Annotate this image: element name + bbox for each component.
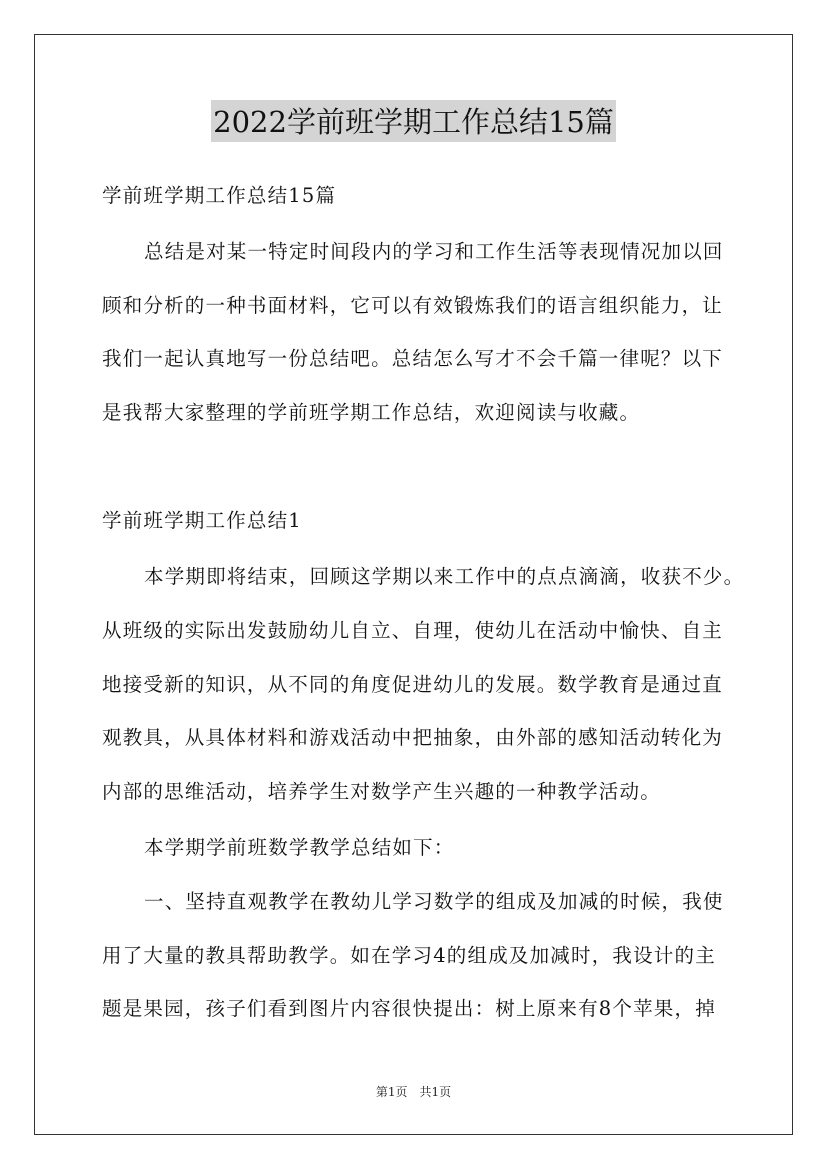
- paragraph-line: 本学期即将结束，回顾这学期以来工作中的点点滴滴，收获不少。: [144, 565, 745, 588]
- paragraph-line: 总结是对某一特定时间段内的学习和工作生活等表现情况加以回: [144, 240, 724, 263]
- paragraph-line: 内部的思维活动，培养学生对数学产生兴趣的一种教学活动。: [102, 780, 661, 803]
- paragraph-line: 本学期学前班数学教学总结如下：: [144, 836, 455, 859]
- paragraph-line: 用了大量的教具帮助教学。如在学习4的组成及加减时，我设计的主: [102, 944, 716, 967]
- document-title: 2022学前班学期工作总结15篇: [211, 100, 616, 142]
- paragraph-line: 从班级的实际出发鼓励幼儿自立、自理，使幼儿在活动中愉快、自主: [102, 619, 724, 642]
- page-footer: 第1页 共1页: [375, 1085, 452, 1099]
- paragraph-line: 题是果园，孩子们看到图片内容很快提出：树上原来有8个苹果，掉: [102, 997, 716, 1020]
- paragraph-line: 一、坚持直观教学在教幼儿学习数学的组成及加减的时候，我使: [144, 890, 724, 913]
- paragraph-line: 观教具，从具体材料和游戏活动中把抽象，由外部的感知活动转化为: [102, 726, 724, 749]
- title-container: [0, 100, 827, 142]
- paragraph-line: 顾和分析的一种书面材料，它可以有效锻炼我们的语言组织能力，让: [102, 294, 724, 317]
- paragraph-line: 我们一起认真地写一份总结吧。总结怎么写才不会千篇一律呢？以下: [102, 347, 724, 370]
- paragraph-line: 是我帮大家整理的学前班学期工作总结，欢迎阅读与收藏。: [102, 401, 641, 424]
- section-heading: 学前班学期工作总结1: [102, 509, 302, 532]
- paragraph-line: 地接受新的知识，从不同的角度促进幼儿的发展。数学教育是通过直: [102, 673, 724, 696]
- subtitle-line: 学前班学期工作总结15篇: [102, 184, 337, 207]
